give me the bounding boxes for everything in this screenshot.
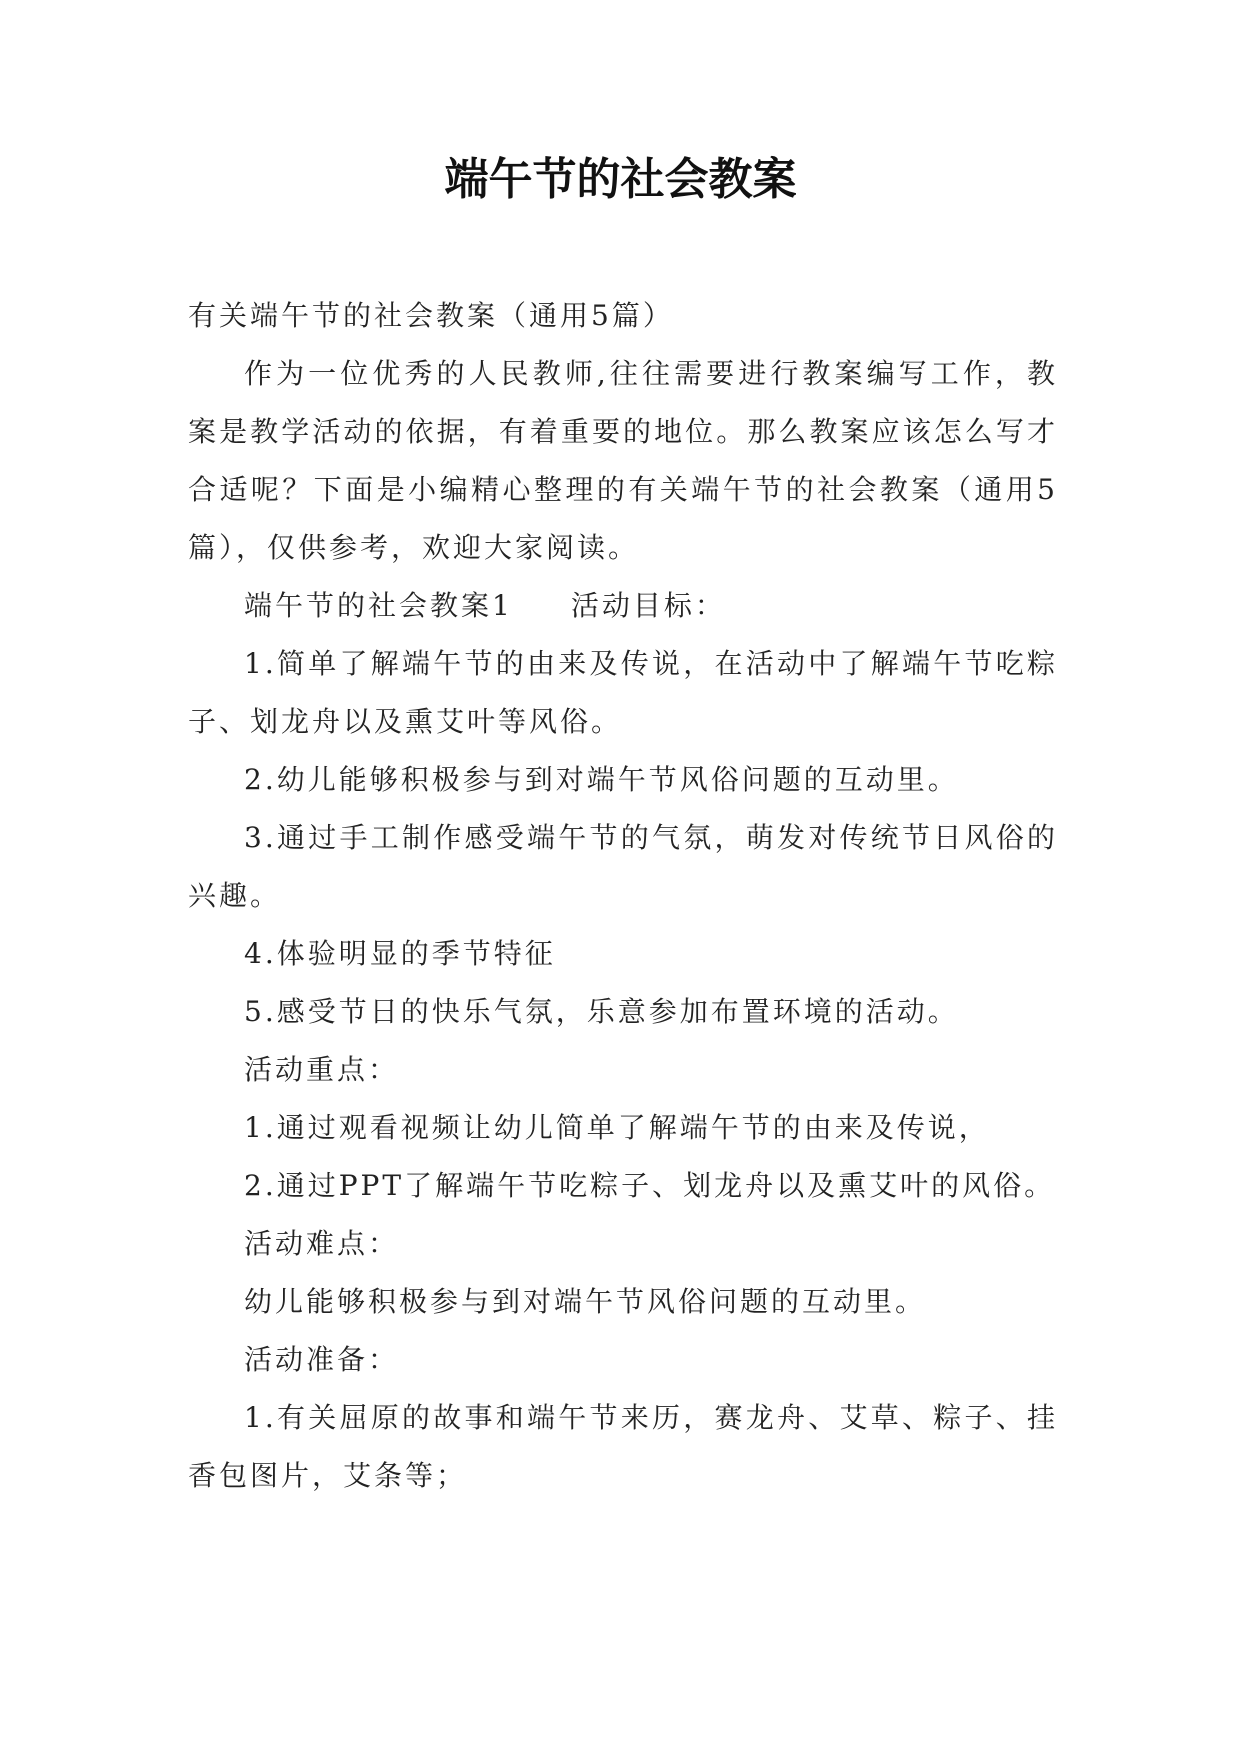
- document-body: [188, 287, 1058, 1505]
- activity-goals-label: 活动目标：: [570, 589, 726, 622]
- key-point-2: 2.通过PPT了解端午节吃粽子、划龙舟以及熏艾叶的风俗。: [244, 1169, 1056, 1202]
- preparation-item-1: 1.有关屈原的故事和端午节来历，赛龙舟、艾草、粽子、挂香包图片，艾条等；: [188, 1401, 1058, 1492]
- difficulty-item: 幼儿能够积极参与到对端午节风俗问题的互动里。: [244, 1285, 927, 1318]
- difficulty-label: 活动难点：: [244, 1227, 400, 1260]
- goal-item-3: 3.通过手工制作感受端午节的气氛，萌发对传统节日风俗的兴趣。: [188, 821, 1058, 912]
- goal-item-4: 4.体验明显的季节特征: [244, 937, 556, 970]
- preparation-label: 活动准备：: [244, 1343, 400, 1376]
- goal-item-5: 5.感受节日的快乐气氛，乐意参加布置环境的活动。: [244, 995, 959, 1028]
- intro-paragraph: 作为一位优秀的人民教师,往往需要进行教案编写工作，教案是教学活动的依据，有着重要的地位。那么教案应该怎么写才合适呢？下面是小编精心整理的有关端午节的社会教案（通用5篇），仅供参考，欢迎大家阅读。: [188, 357, 1058, 564]
- goal-item-2: 2.幼儿能够积极参与到对端午节风俗问题的互动里。: [244, 763, 959, 796]
- intro-heading: 有关端午节的社会教案（通用5篇）: [188, 299, 674, 332]
- section-heading-line: [188, 577, 1058, 635]
- key-point-1: 1.通过观看视频让幼儿简单了解端午节的由来及传说，: [244, 1111, 990, 1144]
- section-title: 端午节的社会教案1: [244, 589, 513, 622]
- key-points-label: 活动重点：: [244, 1053, 400, 1086]
- goal-item-1: 1.简单了解端午节的由来及传说，在活动中了解端午节吃粽子、划龙舟以及熏艾叶等风俗。: [188, 647, 1058, 738]
- document-title: 端午节的社会教案: [444, 154, 797, 205]
